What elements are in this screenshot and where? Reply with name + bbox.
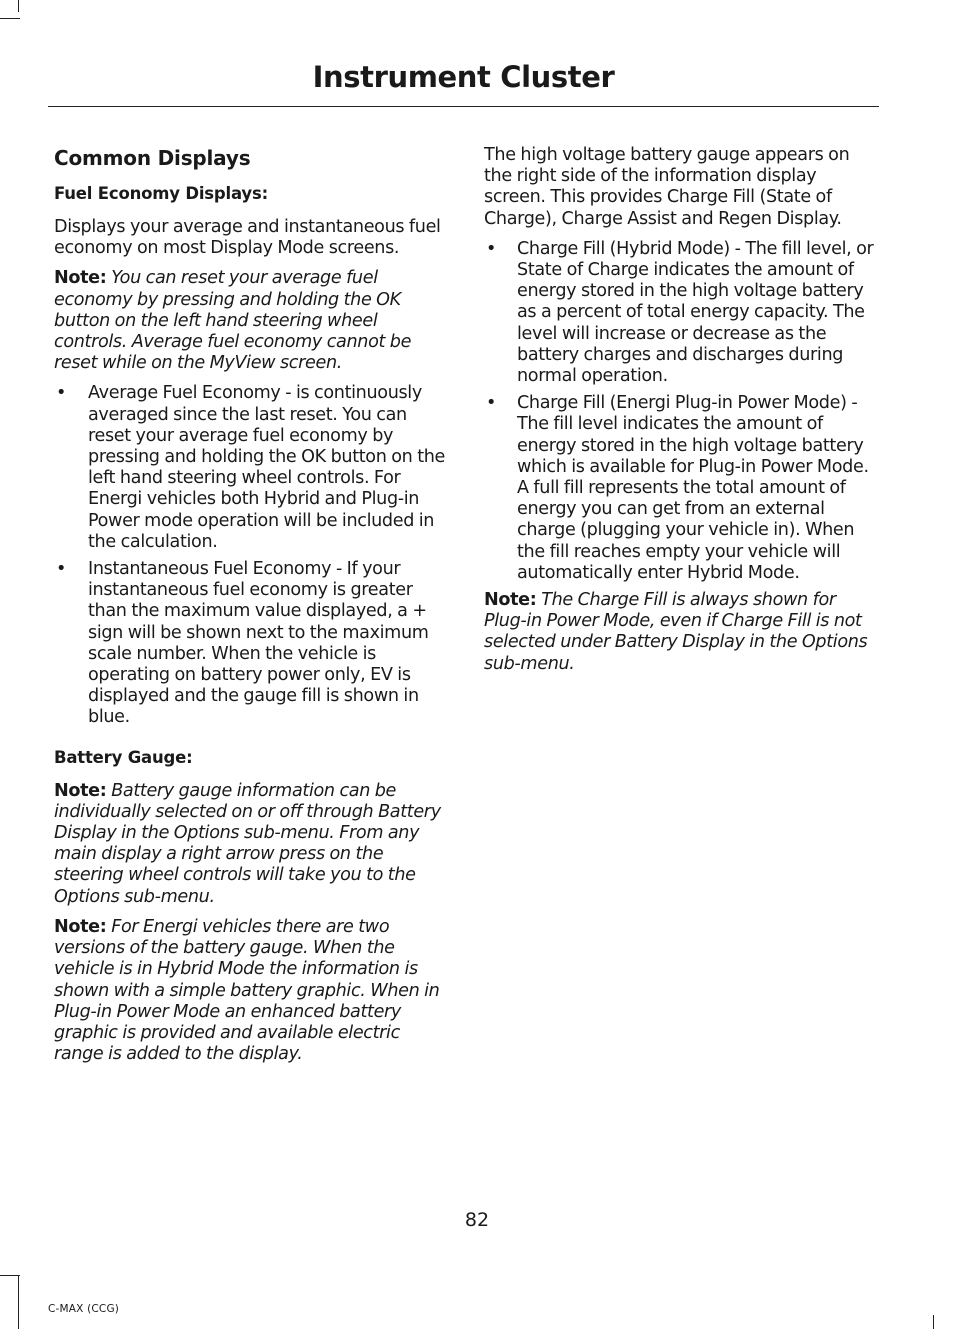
- right-column: [484, 145, 874, 684]
- note-label: Note:: [484, 590, 537, 611]
- note-text: For Energi vehicles there are two versions of the battery gauge. When the vehicle is in Hybrid Mode the information is shown with a simple battery graphic. When in Plug-in Power Mode an enhanced battery graphic is provided and available electric range is added to the display.: [54, 916, 440, 1065]
- note-text: Battery gauge information can be individually selected on or off through Battery Display in the Options sub-menu. From any main display a right arrow press on the steering wheel controls will take you to the Options sub-menu.: [54, 780, 441, 907]
- list-item-charge-fill-energi: [484, 393, 874, 584]
- note-label: Note:: [54, 268, 107, 289]
- subheading-battery-gauge: Battery Gauge:: [54, 747, 193, 767]
- fuel-economy-intro: Displays your average and instantaneous fuel economy on most Display Mode screens.: [54, 217, 441, 259]
- left-column: [54, 145, 446, 1074]
- battery-gauge-intro: The high voltage battery gauge appears on the right side of the information display screen. This provides Charge Fill (State of Charge), Charge Assist and Regen Display.: [484, 145, 850, 229]
- list-item-text: Charge Fill (Hybrid Mode) - The fill level, or State of Charge indicates the amount of energy stored in the high voltage battery as a percent of total energy capacity. The level will increase or decrease as the battery charges and discharges during normal operation.: [517, 238, 874, 387]
- note-text: The Charge Fill is always shown for Plug-in Power Mode, even if Charge Fill is not selected under Battery Display in the Options sub-menu.: [484, 590, 868, 674]
- note-charge-fill-always-shown: [484, 590, 874, 675]
- page-title: Instrument Cluster: [312, 60, 615, 94]
- bullet-icon: •: [486, 393, 497, 414]
- bullet-icon: •: [56, 559, 67, 580]
- note-label: Note:: [54, 916, 107, 937]
- list-item-charge-fill-hybrid: [484, 239, 874, 387]
- crop-mark-bottom-left-vertical: [18, 1275, 19, 1329]
- crop-mark-bottom-left-horizontal: [0, 1275, 20, 1276]
- note-battery-gauge-selection: [54, 781, 446, 908]
- note-energi-battery-gauge: [54, 917, 446, 1065]
- list-item-instantaneous-fuel-economy: [54, 559, 446, 729]
- crop-mark-top-left-vertical: [18, 0, 19, 12]
- crop-mark-top-left-horizontal: [0, 18, 20, 19]
- bullet-icon: •: [56, 383, 67, 404]
- section-heading-common-displays: Common Displays: [54, 146, 251, 170]
- list-item-average-fuel-economy: [54, 383, 446, 553]
- charge-fill-list: [484, 239, 874, 584]
- bullet-icon: •: [486, 238, 497, 259]
- footer-document-code: C-MAX (CCG): [48, 1303, 120, 1315]
- note-label: Note:: [54, 780, 107, 801]
- list-item-text: Average Fuel Economy - is continuously averaged since the last reset. You can reset your average fuel economy by pressing and holding the OK button on the left hand steering wheel controls. For Energi vehicles both Hybrid and Plug-in Power mode operation will be included in the calculation.: [88, 383, 446, 552]
- page-number: 82: [464, 1209, 490, 1231]
- list-item-text: Instantaneous Fuel Economy - If your instantaneous fuel economy is greater than the maximum value displayed, a + sign will be shown next to the maximum scale number. When the vehicle is operating on battery power only, EV is displayed and the gauge fill is shown in blue.: [88, 559, 429, 728]
- subheading-fuel-economy: Fuel Economy Displays:: [54, 184, 268, 203]
- list-item-text: Charge Fill (Energi Plug-in Power Mode) - The fill level indicates the amount of energy stored in the high voltage battery which is available for Plug-in Power Mode. A full fill represents the total amount of energy you can get from an external charge (plugging your vehicle in). When the fill reaches empty your vehicle will automatically enter Hybrid Mode.: [517, 393, 869, 583]
- note-reset-fuel-economy: [54, 268, 446, 374]
- note-text: You can reset your average fuel economy by pressing and holding the OK button on the left hand steering wheel controls. Average fuel economy cannot be reset while on the MyView screen.: [54, 268, 412, 374]
- fuel-economy-list: [54, 383, 446, 728]
- header-divider: [48, 106, 879, 107]
- crop-mark-bottom-right-vertical: [933, 1315, 934, 1329]
